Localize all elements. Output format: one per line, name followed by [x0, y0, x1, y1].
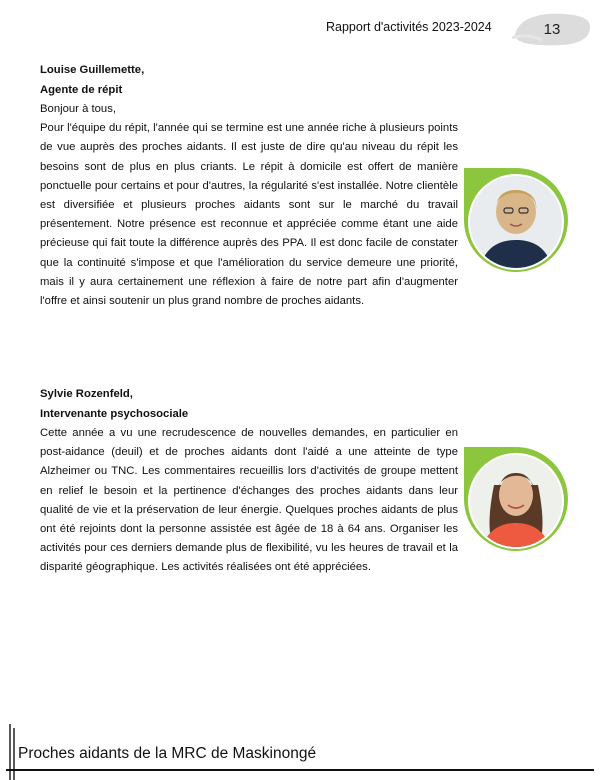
body-paragraph: Cette année a vu une recrudescence de nouvelles demandes, en particulier en post-aidance (deuil) et de proches aidants dont l'aidé a une atteinte de type Alzheimer ou TNC. Les commentaires recueillis lors d'activités de groupe mettent en relief le besoin et la pertinence d'échanges des proches aidants dans leur qualité de vie et la préservation de leur énergie. Quelques proches aidants de plus ont été rejoints dont la personne assistée est âgée de 18 à 64 ans. Organiser les activités pour ces derniers demande plus de flexibilité, vu les heures de travail et la disparité géographique. Les activités réalisées ont été appréciées.: [40, 427, 458, 574]
organization-name: Proches aidants de la MRC de Maskinongé: [18, 745, 317, 762]
page-number: 13: [543, 21, 561, 38]
staff-name: Louise Guillemette,: [40, 64, 145, 76]
footer-divider: [6, 769, 594, 771]
greeting-paragraph: Bonjour à tous,: [40, 103, 116, 115]
staff-role: Intervenante psychosociale: [40, 408, 189, 420]
portrait-photo: [458, 445, 570, 553]
staff-section-sylvie: [40, 384, 458, 578]
staff-name: Sylvie Rozenfeld,: [40, 388, 133, 400]
staff-section-louise: [40, 60, 458, 311]
portrait-photo: [458, 166, 570, 274]
staff-role: Agente de répit: [40, 84, 123, 96]
page-number-badge: [512, 10, 592, 48]
report-title: Rapport d'activités 2023-2024: [326, 20, 492, 34]
body-paragraph: Pour l'équipe du répit, l'année qui se termine est une année riche à plusieurs points de vue auprès des proches aidants. Il est juste de dire qu'au niveau du répit les besoins sont de plus en plus criants. Le répit à domicile est offert de manière ponctuelle pour certains et pour d'autres, la régularité s'est installée. Notre clientèle est diversifiée et plusieurs proches aidants sont sur le marché du travail présentement. Notre présence est reconnue et appréciée comme étant une aide précieuse qui fait toute la différence auprès des PPA. Il est donc facile de constater que la continuité s'impose et que l'amélioration du service demeure une priorité, mais il y aura certainement une réflexion à faire de notre part afin d'augmenter l'offre et ainsi soutenir un plus grand nombre de proches aidants.: [40, 122, 458, 308]
